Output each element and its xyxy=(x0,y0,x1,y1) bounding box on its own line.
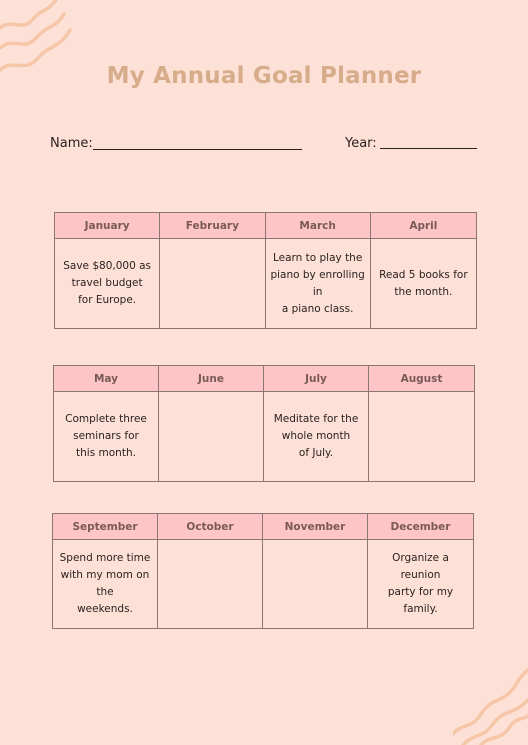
month-header-may: May xyxy=(54,366,159,392)
year-field[interactable] xyxy=(380,148,477,149)
goal-cell-september[interactable]: Spend more time with my mom on the weekends. xyxy=(53,540,158,628)
goal-cell-august[interactable] xyxy=(369,392,474,481)
name-field[interactable] xyxy=(93,149,302,150)
year-label: Year: xyxy=(345,136,377,151)
goal-cell-december[interactable]: Organize a reunion party for my family. xyxy=(387,552,454,615)
goal-cell-april[interactable]: Read 5 books for the month. xyxy=(379,268,468,298)
month-header-january: January xyxy=(55,213,160,239)
quarter-table-3 xyxy=(52,513,474,629)
quarter-table-1 xyxy=(54,212,477,329)
goal-cell-january[interactable]: Save $80,000 as travel budget for Europe. xyxy=(55,239,160,328)
goal-cell-november[interactable] xyxy=(263,540,368,628)
wave-decoration-bottom-right xyxy=(453,650,528,745)
month-header-march: March xyxy=(266,213,371,239)
month-header-october: October xyxy=(158,514,263,540)
name-label: Name: xyxy=(50,136,93,151)
month-header-november: November xyxy=(263,514,368,540)
goal-cell-may[interactable]: Complete three seminars for this month. xyxy=(54,392,159,481)
month-header-june: June xyxy=(159,366,264,392)
month-header-september: September xyxy=(53,514,158,540)
month-header-december: December xyxy=(368,514,473,540)
month-header-february: February xyxy=(160,213,265,239)
page-title: My Annual Goal Planner xyxy=(106,63,422,89)
goal-cell-october[interactable] xyxy=(158,540,263,628)
month-header-july: July xyxy=(264,366,369,392)
month-header-august: August xyxy=(369,366,474,392)
goal-cell-july[interactable]: Meditate for the whole month of July. xyxy=(264,392,369,481)
goal-cell-june[interactable] xyxy=(159,392,264,481)
goal-cell-march[interactable]: Learn to play the piano by enrolling in a piano class. xyxy=(266,239,371,328)
month-header-april: April xyxy=(371,213,476,239)
goal-cell-february[interactable] xyxy=(160,239,265,328)
quarter-table-2 xyxy=(53,365,475,482)
